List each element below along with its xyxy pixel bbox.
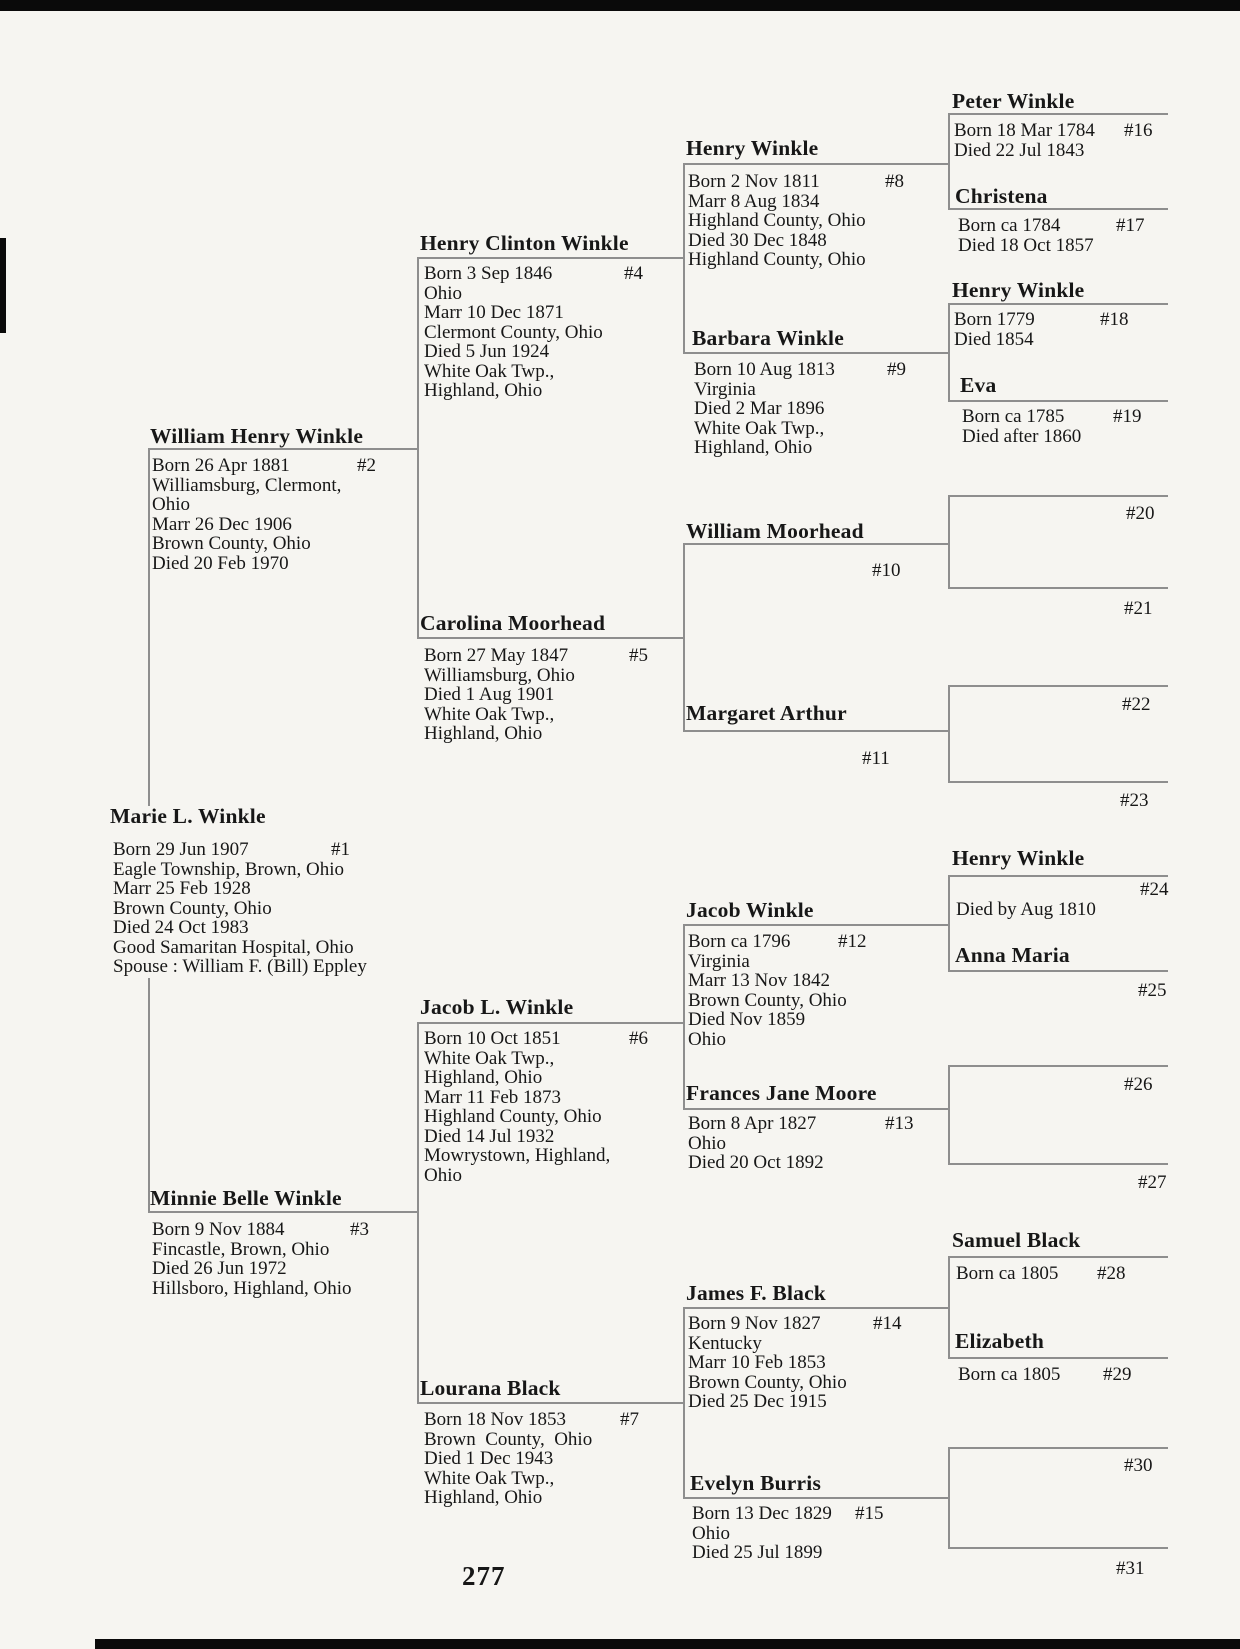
connector-line <box>948 970 1168 972</box>
connector-line <box>148 448 150 806</box>
detail-text: Born 8 Apr 1827 <box>688 1113 817 1134</box>
detail-text: Born 29 Jun 1907 <box>113 839 249 860</box>
details-samuel-black <box>956 1263 1126 1284</box>
detail-line: Virginia <box>688 950 750 972</box>
scan-bottom-bar <box>95 1639 1240 1649</box>
name-william-henry-winkle: William Henry Winkle <box>150 424 364 448</box>
connector-line <box>948 587 1168 589</box>
ref-number: #23 <box>1120 790 1149 811</box>
detail-text: Born 1779 <box>954 309 1035 330</box>
detail-line: Died 20 Oct 1892 <box>688 1152 824 1173</box>
connector-line <box>948 1065 950 1163</box>
detail-line: Marr 26 Dec 1906 <box>152 513 292 535</box>
detail-line: White Oak Twp., <box>424 703 555 725</box>
detail-text: Born ca 1784 <box>958 215 1061 236</box>
detail-text: Born ca 1805 <box>956 1263 1059 1284</box>
ref-number: #30 <box>1124 1455 1153 1476</box>
ref-number: #13 <box>885 1113 914 1134</box>
ref-number: #6 <box>629 1028 648 1049</box>
connector-line <box>948 1447 950 1547</box>
detail-line: Good Samaritan Hospital, Ohio <box>113 936 354 958</box>
name-marie-l-winkle: Marie L. Winkle <box>110 804 266 828</box>
details-peter-winkle <box>954 120 1153 161</box>
detail-text: Born 9 Nov 1884 <box>152 1219 285 1240</box>
ref-number: #25 <box>1138 980 1167 1001</box>
detail-line: Died 1 Aug 1901 <box>424 684 555 705</box>
name-eva: Eva <box>960 373 997 397</box>
ref-number: #21 <box>1124 598 1153 619</box>
detail-line <box>694 359 906 380</box>
connector-line <box>148 1211 417 1213</box>
detail-line: Died 1854 <box>954 328 1034 350</box>
details-carolina-moorhead <box>424 645 648 744</box>
ref-number: #27 <box>1138 1172 1167 1193</box>
ref-number: #28 <box>1097 1263 1126 1284</box>
scan-top-bar <box>0 0 1240 11</box>
detail-line <box>152 1219 369 1240</box>
connector-line <box>417 637 683 639</box>
details-henry-winkle-8 <box>688 171 904 270</box>
detail-text: Born 10 Aug 1813 <box>694 359 835 380</box>
details-jacob-winkle <box>688 931 867 1050</box>
ref-number: #5 <box>629 645 648 666</box>
ref-number: #20 <box>1126 503 1155 524</box>
detail-text: Born ca 1805 <box>958 1364 1061 1385</box>
detail-line: Died Nov 1859 <box>688 1009 806 1030</box>
detail-line: Clermont County, Ohio <box>424 321 603 343</box>
detail-line: Williamsburg, Ohio <box>424 664 575 686</box>
connector-line <box>417 1022 419 1402</box>
detail-line: Spouse : William F. (Bill) Eppley <box>113 956 367 977</box>
detail-line: Died 2 Mar 1896 <box>694 398 825 419</box>
detail-line: Died 30 Dec 1848 <box>688 229 827 251</box>
details-frances-jane-moore <box>688 1113 914 1173</box>
connector-line <box>948 303 1168 305</box>
name-minnie-belle-winkle: Minnie Belle Winkle <box>150 1186 342 1210</box>
ref-number: #29 <box>1103 1364 1132 1385</box>
details-james-f-black <box>688 1313 902 1412</box>
name-william-moorhead: William Moorhead <box>686 519 864 543</box>
detail-line: White Oak Twp., <box>694 417 825 439</box>
detail-line: Marr 10 Dec 1871 <box>424 302 564 323</box>
details-william-henry-winkle <box>152 455 376 574</box>
ref-number: #11 <box>862 748 890 769</box>
detail-text: Born 2 Nov 1811 <box>688 171 820 192</box>
ref-number: #4 <box>624 263 643 284</box>
details-henry-clinton-winkle <box>424 263 643 401</box>
connector-line <box>948 113 950 208</box>
details-barbara-winkle <box>694 359 906 458</box>
connector-line <box>948 1256 1168 1258</box>
detail-line <box>424 1028 648 1049</box>
details-evelyn-burris <box>692 1503 884 1563</box>
connector-line <box>683 163 685 352</box>
detail-line: Highland, Ohio <box>424 1067 543 1088</box>
detail-line <box>956 879 1169 900</box>
details-marie-l-winkle <box>113 840 367 977</box>
ref-number: #26 <box>1124 1074 1153 1095</box>
detail-line: Ohio <box>688 1028 726 1050</box>
detail-line: Ohio <box>692 1522 730 1544</box>
detail-line: Marr 25 Feb 1928 <box>113 878 251 899</box>
detail-line <box>954 120 1153 141</box>
name-james-f-black: James F. Black <box>686 1281 826 1305</box>
detail-text: Born 18 Mar 1784 <box>954 120 1095 141</box>
detail-line: Died 18 Oct 1857 <box>958 234 1094 256</box>
detail-line: Mowrystown, Highland, <box>424 1145 611 1166</box>
detail-line <box>954 309 1129 330</box>
connector-line <box>948 1065 1168 1067</box>
detail-line: Highland, Ohio <box>424 723 543 744</box>
detail-line: Died 25 Dec 1915 <box>688 1391 827 1412</box>
detail-line <box>688 1313 902 1334</box>
detail-line: Died after 1860 <box>962 425 1082 447</box>
name-peter-winkle: Peter Winkle <box>952 89 1075 113</box>
connector-line <box>683 924 948 926</box>
details-christena <box>958 215 1145 256</box>
detail-line: White Oak Twp., <box>424 1467 555 1489</box>
ref-number: #16 <box>1124 120 1153 141</box>
connector-line <box>683 352 948 354</box>
ref-number: #19 <box>1113 406 1142 427</box>
connector-line <box>948 1256 950 1357</box>
detail-line: Brown County, Ohio <box>152 533 311 554</box>
ref-number: #1 <box>331 839 350 860</box>
detail-line <box>688 171 904 192</box>
name-evelyn-burris: Evelyn Burris <box>690 1471 822 1495</box>
detail-line: Kentucky <box>688 1332 762 1354</box>
ref-number: #22 <box>1122 694 1151 715</box>
detail-line: Died by Aug 1810 <box>956 898 1096 920</box>
connector-line <box>683 543 685 730</box>
detail-line <box>962 406 1142 427</box>
ref-number: #31 <box>1116 1558 1145 1579</box>
detail-line: Highland, Ohio <box>424 1487 543 1508</box>
detail-line: White Oak Twp., <box>424 360 555 382</box>
ref-number: #3 <box>350 1219 369 1240</box>
detail-line: Died 20 Feb 1970 <box>152 552 289 574</box>
ref-number: #18 <box>1100 309 1129 330</box>
name-henry-clinton-winkle: Henry Clinton Winkle <box>420 231 629 255</box>
detail-line: Marr 11 Feb 1873 <box>424 1086 562 1108</box>
detail-line: Highland County, Ohio <box>688 249 866 270</box>
detail-line: Brown County, Ohio <box>688 1371 847 1393</box>
name-margaret-arthur: Margaret Arthur <box>686 701 847 725</box>
name-elizabeth: Elizabeth <box>955 1329 1044 1353</box>
detail-line <box>958 1364 1132 1385</box>
details-lourana-black <box>424 1409 639 1508</box>
connector-line <box>417 257 683 259</box>
ref-number: #17 <box>1116 215 1145 236</box>
detail-line: Died 5 Jun 1924 <box>424 341 550 362</box>
detail-text: Born 18 Nov 1853 <box>424 1409 566 1430</box>
name-anna-maria: Anna Maria <box>955 943 1070 967</box>
detail-line <box>424 1409 639 1430</box>
detail-line: Highland County, Ohio <box>688 210 866 231</box>
detail-line: Died 25 Jul 1899 <box>692 1542 823 1563</box>
detail-line <box>692 1503 884 1524</box>
name-jacob-l-winkle: Jacob L. Winkle <box>420 995 574 1019</box>
name-carolina-moorhead: Carolina Moorhead <box>420 611 606 635</box>
connector-line <box>948 685 950 781</box>
details-elizabeth <box>958 1364 1132 1385</box>
name-jacob-winkle: Jacob Winkle <box>686 898 814 922</box>
connector-line <box>948 1357 1168 1359</box>
details-jacob-l-winkle <box>424 1028 648 1186</box>
connector-line <box>948 1163 1168 1165</box>
detail-line: Marr 10 Feb 1853 <box>688 1352 826 1373</box>
ref-number: #14 <box>873 1313 902 1334</box>
connector-line <box>948 495 1168 497</box>
connector-line <box>683 1497 948 1499</box>
detail-line: Ohio <box>424 282 462 304</box>
connector-line <box>683 163 948 165</box>
detail-line: Marr 8 Aug 1834 <box>688 190 820 212</box>
detail-text: Born ca 1785 <box>962 406 1065 427</box>
name-henry-winkle-24: Henry Winkle <box>952 846 1085 870</box>
detail-text: Born 9 Nov 1827 <box>688 1313 821 1334</box>
detail-line <box>688 931 867 952</box>
detail-line: Highland County, Ohio <box>424 1106 602 1127</box>
name-henry-winkle-18: Henry Winkle <box>952 278 1085 302</box>
connector-line <box>948 875 950 970</box>
page-number: 277 <box>462 1561 506 1591</box>
detail-line: Eagle Township, Brown, Ohio <box>113 858 345 880</box>
detail-text: Born ca 1796 <box>688 931 791 952</box>
connector-line <box>683 1108 948 1110</box>
connector-line <box>948 495 950 587</box>
detail-line: Highland, Ohio <box>694 437 813 458</box>
name-christena: Christena <box>955 184 1048 208</box>
detail-line <box>113 840 367 860</box>
ref-number: #2 <box>357 455 376 476</box>
detail-line <box>152 455 376 476</box>
ref-number: #9 <box>887 359 906 380</box>
detail-line <box>424 263 643 284</box>
connector-line <box>948 303 950 400</box>
detail-line <box>688 1113 914 1134</box>
detail-line <box>424 645 648 666</box>
connector-line <box>948 1547 1168 1549</box>
detail-line: Brown County, Ohio <box>688 989 847 1011</box>
detail-line: Died 26 Jun 1972 <box>152 1258 287 1279</box>
name-lourana-black: Lourana Black <box>420 1376 561 1400</box>
details-henry-winkle-24 <box>956 879 1169 920</box>
ref-number: #10 <box>872 560 901 581</box>
detail-line: Died 1 Dec 1943 <box>424 1448 554 1469</box>
details-minnie-belle-winkle <box>152 1219 369 1299</box>
connector-line <box>417 257 419 637</box>
ref-number: #7 <box>620 1409 639 1430</box>
detail-text: Born 27 May 1847 <box>424 645 569 666</box>
detail-line: Died 22 Jul 1843 <box>954 139 1085 161</box>
detail-line: Ohio <box>152 494 190 515</box>
detail-line: Ohio <box>688 1132 726 1154</box>
detail-line: Died 24 Oct 1983 <box>113 917 249 938</box>
detail-line: Ohio <box>424 1164 462 1186</box>
connector-line <box>683 1307 948 1309</box>
detail-line: Hillsboro, Highland, Ohio <box>152 1277 352 1299</box>
detail-line: Fincastle, Brown, Ohio <box>152 1238 330 1260</box>
connector-line <box>417 1402 683 1404</box>
connector-line <box>948 685 1168 687</box>
details-henry-winkle-18 <box>954 309 1129 350</box>
detail-text: Born 26 Apr 1881 <box>152 455 290 476</box>
detail-line <box>956 1263 1126 1284</box>
ref-number: #8 <box>885 171 904 192</box>
name-samuel-black: Samuel Black <box>952 1228 1081 1252</box>
detail-line: Marr 13 Nov 1842 <box>688 970 830 991</box>
scan-left-edge-mark <box>0 238 6 333</box>
connector-line <box>417 1022 683 1024</box>
connector-line <box>948 875 1168 877</box>
detail-line: Highland, Ohio <box>424 380 543 401</box>
ref-number: #24 <box>1140 879 1169 900</box>
connector-line <box>683 924 685 1108</box>
detail-line: Virginia <box>694 378 756 400</box>
ref-number: #15 <box>855 1503 884 1524</box>
connector-line <box>948 781 1168 783</box>
detail-line: Brown County, Ohio <box>113 897 272 919</box>
connector-line <box>948 400 1168 402</box>
details-eva <box>962 406 1142 447</box>
connector-line <box>683 1307 685 1497</box>
detail-line: Williamsburg, Clermont, <box>152 474 342 496</box>
detail-text: Born 10 Oct 1851 <box>424 1028 561 1049</box>
detail-line: White Oak Twp., <box>424 1047 555 1069</box>
name-henry-winkle-8: Henry Winkle <box>686 136 819 160</box>
detail-text: Born 13 Dec 1829 <box>692 1503 832 1524</box>
ref-number: #12 <box>838 931 867 952</box>
detail-line: Brown County, Ohio <box>424 1428 593 1450</box>
connector-line <box>148 978 150 1211</box>
name-frances-jane-moore: Frances Jane Moore <box>686 1081 877 1105</box>
detail-line <box>958 215 1145 236</box>
connector-line <box>683 730 948 732</box>
detail-line: Died 14 Jul 1932 <box>424 1125 555 1147</box>
detail-text: Born 3 Sep 1846 <box>424 263 553 284</box>
connector-line <box>948 1447 1168 1449</box>
name-barbara-winkle: Barbara Winkle <box>692 326 844 350</box>
